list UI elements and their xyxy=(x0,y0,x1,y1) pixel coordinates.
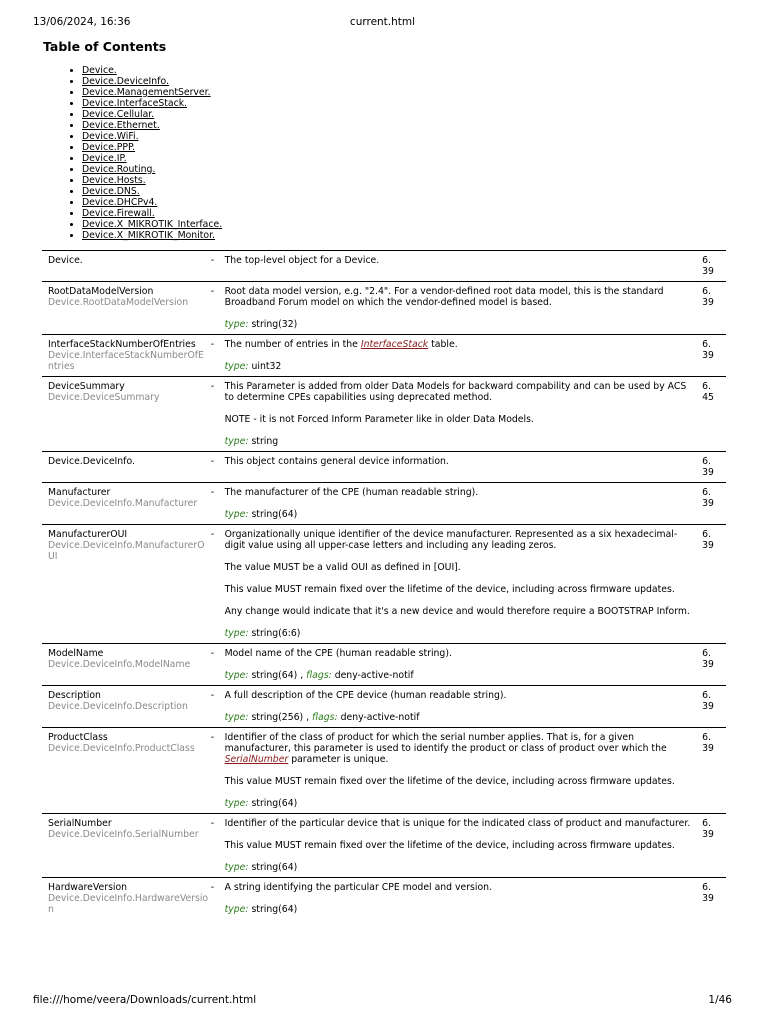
param-name-cell xyxy=(42,377,209,452)
dash-cell: - xyxy=(210,456,215,467)
flags-value: deny-active-notif xyxy=(334,670,414,681)
type-label: type: xyxy=(224,436,249,447)
dash-cell: - xyxy=(210,339,215,350)
dash-cell: - xyxy=(210,648,215,659)
toc-link-dhcpv4[interactable]: Device.DHCPv4. xyxy=(82,197,158,208)
type-line xyxy=(225,436,693,447)
version: 6.39 xyxy=(702,286,714,308)
param-description xyxy=(225,483,703,525)
toc-link-firewall[interactable]: Device.Firewall. xyxy=(82,208,155,219)
version-cell xyxy=(702,686,726,728)
dash-cell: - xyxy=(210,690,215,701)
type-label: type: xyxy=(224,319,249,330)
dash-cell: - xyxy=(210,529,215,540)
toc-item xyxy=(82,109,222,120)
dash-cell: - xyxy=(210,732,215,743)
version-cell xyxy=(702,525,726,644)
param-path: Device.DeviceInfo.Description xyxy=(48,701,188,712)
type-line xyxy=(225,509,693,520)
toc-item xyxy=(82,142,222,153)
type-label: type: xyxy=(224,361,249,372)
toc-list xyxy=(67,65,222,241)
toc-item xyxy=(82,164,222,175)
separator: , xyxy=(303,712,313,723)
param-name-cell xyxy=(42,814,209,878)
description-text: A string identifying the particular CPE model and version. xyxy=(224,882,493,893)
description-text: The manufacturer of the CPE (human readable string). xyxy=(224,487,479,498)
version: 6.39 xyxy=(702,529,714,551)
toc-item xyxy=(82,65,222,76)
table-row xyxy=(42,377,726,452)
toc-link-mikrotik-monitor[interactable]: Device.X_MIKROTIK_Monitor. xyxy=(82,230,216,241)
param-name-cell xyxy=(42,644,209,686)
type-value: string(64) xyxy=(251,798,298,809)
toc-link-managementserver[interactable]: Device.ManagementServer. xyxy=(82,87,211,98)
param-name: Description xyxy=(48,690,101,701)
version: 6.39 xyxy=(702,487,714,509)
type-line xyxy=(225,319,693,330)
table-row xyxy=(42,335,726,377)
description-text xyxy=(225,732,693,765)
version: 6.39 xyxy=(702,818,714,840)
param-description xyxy=(225,525,703,644)
type-value: uint32 xyxy=(251,361,282,372)
param-description xyxy=(225,686,703,728)
param-description xyxy=(225,251,703,282)
type-label: type: xyxy=(224,628,249,639)
toc-link-dns[interactable]: Device.DNS. xyxy=(82,186,140,197)
param-path: Device.DeviceInfo.HardwareVersion xyxy=(48,893,209,915)
param-name: Manufacturer xyxy=(48,487,111,498)
toc-item xyxy=(82,131,222,142)
version-cell xyxy=(702,377,726,452)
param-name: ManufacturerOUI xyxy=(48,529,128,540)
type-value: string(256) xyxy=(251,712,304,723)
version: 6.39 xyxy=(702,690,714,712)
type-value: string(64) xyxy=(251,670,298,681)
param-name-cell xyxy=(42,728,209,814)
toc-link-ip[interactable]: Device.IP. xyxy=(82,153,127,164)
separator: , xyxy=(297,670,307,681)
description-text: This Parameter is added from older Data Models for backward compability and can be used by ACS to determine CPEs capabilities using deprecated method. xyxy=(224,381,687,403)
flags-label: flags: xyxy=(312,712,338,723)
toc-link-interfacestack[interactable]: Device.InterfaceStack. xyxy=(82,98,188,109)
table-row xyxy=(42,525,726,644)
print-title: current.html xyxy=(349,16,416,28)
description-text: This value MUST remain fixed over the lifetime of the device, including across firmware updates. xyxy=(224,584,675,595)
description-text: Identifier of the particular device that is unique for the indicated class of product and manufacturer. xyxy=(224,818,691,829)
param-name-cell xyxy=(42,878,209,920)
toc-item xyxy=(82,230,222,241)
toc-link-wifi[interactable]: Device.WiFi. xyxy=(82,131,139,142)
toc-item xyxy=(82,197,222,208)
version: 6.39 xyxy=(702,732,714,754)
description-text-part: The number of entries in the xyxy=(224,339,361,350)
description-text: This value MUST remain fixed over the lifetime of the device, including across firmware updates. xyxy=(224,840,675,851)
param-name-cell xyxy=(42,452,209,483)
type-value: string xyxy=(251,436,279,447)
print-header xyxy=(33,16,732,30)
param-name-cell xyxy=(42,335,209,377)
version-cell xyxy=(702,878,726,920)
type-value: string(6:6) xyxy=(251,628,301,639)
toc-item xyxy=(82,186,222,197)
type-label: type: xyxy=(224,712,249,723)
param-path: Device.DeviceInfo.ProductClass xyxy=(48,743,195,754)
toc-link-device[interactable]: Device. xyxy=(82,65,117,76)
description-text-part: Identifier of the class of product for which the serial number applies. That is, for a given manufacturer, this parameter is used to identify the product or class of product over which the xyxy=(224,732,667,754)
param-name-cell xyxy=(42,251,209,282)
description-text: The value MUST be a valid OUI as defined in [OUI]. xyxy=(224,562,461,573)
version: 6.39 xyxy=(702,456,714,478)
toc-item xyxy=(82,76,222,87)
param-name-cell xyxy=(42,525,209,644)
param-name: SerialNumber xyxy=(48,818,112,829)
version-cell xyxy=(702,728,726,814)
dash-cell: - xyxy=(210,255,215,266)
type-line xyxy=(225,361,693,372)
version: 6.39 xyxy=(702,882,714,904)
param-name: ProductClass xyxy=(48,732,108,743)
type-line xyxy=(225,712,693,723)
param-description xyxy=(225,878,703,920)
type-label: type: xyxy=(224,670,249,681)
dash-cell: - xyxy=(210,381,215,392)
toc-link-deviceinfo[interactable]: Device.DeviceInfo. xyxy=(82,76,169,87)
param-name: HardwareVersion xyxy=(48,882,128,893)
version: 6.39 xyxy=(702,339,714,361)
dash-cell: - xyxy=(210,286,215,297)
param-description xyxy=(225,335,703,377)
table-row xyxy=(42,686,726,728)
param-description xyxy=(225,814,703,878)
toc-title: Table of Contents xyxy=(43,39,167,54)
parameter-table xyxy=(42,250,726,919)
description-note: NOTE - it is not Forced Inform Parameter like in older Data Models. xyxy=(224,414,534,425)
type-value: string(64) xyxy=(251,862,298,873)
toc-item xyxy=(82,208,222,219)
description-text xyxy=(225,339,693,350)
version: 6.39 xyxy=(702,255,714,277)
type-label: type: xyxy=(224,798,249,809)
param-path: Device.InterfaceStackNumberOfEntries xyxy=(48,350,204,372)
param-name-cell xyxy=(42,483,209,525)
toc-link-hosts[interactable]: Device.Hosts. xyxy=(82,175,146,186)
param-name: DeviceSummary xyxy=(48,381,125,392)
param-path: Device.RootDataModelVersion xyxy=(48,297,189,308)
table-row xyxy=(42,728,726,814)
description-text: Any change would indicate that it's a new device and would therefore require a BOOTSTRAP Inform. xyxy=(224,606,690,617)
param-name: Device.DeviceInfo. xyxy=(48,456,135,467)
param-description xyxy=(225,728,703,814)
toc-item xyxy=(82,153,222,164)
print-footer xyxy=(33,994,732,1008)
toc-link-ppp[interactable]: Device.PPP. xyxy=(82,142,136,153)
param-path: Device.DeviceSummary xyxy=(48,392,160,403)
table-row xyxy=(42,483,726,525)
table-row xyxy=(42,878,726,920)
type-label: type: xyxy=(224,904,249,915)
table-row xyxy=(42,644,726,686)
param-path: Device.DeviceInfo.ModelName xyxy=(48,659,191,670)
description-text: Model name of the CPE (human readable string). xyxy=(224,648,452,659)
version-cell xyxy=(702,251,726,282)
version: 6.39 xyxy=(702,648,714,670)
param-description xyxy=(225,644,703,686)
toc-link-routing[interactable]: Device.Routing. xyxy=(82,164,156,175)
param-name: Device. xyxy=(48,255,83,266)
dash-cell: - xyxy=(210,487,215,498)
toc-link-ethernet[interactable]: Device.Ethernet. xyxy=(82,120,160,131)
table-row xyxy=(42,452,726,483)
type-label: type: xyxy=(224,862,249,873)
type-line xyxy=(225,862,693,873)
version: 6.45 xyxy=(702,381,714,403)
param-description xyxy=(225,377,703,452)
version-cell xyxy=(702,644,726,686)
version-cell xyxy=(702,483,726,525)
toc-item xyxy=(82,120,222,131)
interfacestack-link[interactable]: InterfaceStack xyxy=(360,339,429,350)
param-path: Device.DeviceInfo.SerialNumber xyxy=(48,829,199,840)
param-name-cell xyxy=(42,686,209,728)
table-row xyxy=(42,251,726,282)
description-text: The top-level object for a Device. xyxy=(224,255,380,266)
param-name: ModelName xyxy=(48,648,104,659)
description-text-part: table. xyxy=(428,339,458,350)
table-row xyxy=(42,814,726,878)
type-value: string(32) xyxy=(251,319,298,330)
page-number: 1/46 xyxy=(708,994,732,1006)
description-text: A full description of the CPE device (human readable string). xyxy=(224,690,507,701)
version-cell xyxy=(702,282,726,335)
param-path: Device.DeviceInfo.ManufacturerOUI xyxy=(48,540,205,562)
description-text: Organizationally unique identifier of the device manufacturer. Represented as a six hexadecimal-digit value using all upper-case letters and including any leading zeros. xyxy=(224,529,678,551)
dash-cell: - xyxy=(210,882,215,893)
version-cell xyxy=(702,335,726,377)
version-cell xyxy=(702,814,726,878)
toc-link-mikrotik-interface[interactable]: Device.X_MIKROTIK_Interface. xyxy=(82,219,223,230)
version-cell xyxy=(702,452,726,483)
type-value: string(64) xyxy=(251,904,298,915)
param-description xyxy=(225,282,703,335)
toc-item xyxy=(82,87,222,98)
toc-item xyxy=(82,98,222,109)
serialnumber-link[interactable]: SerialNumber xyxy=(224,754,289,765)
print-date: 13/06/2024, 16:36 xyxy=(33,16,131,28)
description-text: Root data model version, e.g. "2.4". For a vendor-defined root data model, this is the standard Broadband Forum model on which the vendor-defined model is based. xyxy=(224,286,664,308)
dash-cell: - xyxy=(210,818,215,829)
toc-item xyxy=(82,219,222,230)
print-url: file:///home/veera/Downloads/current.html xyxy=(33,994,257,1006)
param-path: Device.DeviceInfo.Manufacturer xyxy=(48,498,198,509)
toc-link-cellular[interactable]: Device.Cellular. xyxy=(82,109,155,120)
flags-label: flags: xyxy=(306,670,332,681)
type-label: type: xyxy=(224,509,249,520)
type-line xyxy=(225,904,693,915)
type-line xyxy=(225,670,693,681)
param-name: InterfaceStackNumberOfEntries xyxy=(48,339,196,350)
param-name-cell xyxy=(42,282,209,335)
flags-value: deny-active-notif xyxy=(340,712,420,723)
param-name: RootDataModelVersion xyxy=(48,286,154,297)
description-text-part: parameter is unique. xyxy=(288,754,389,765)
type-line xyxy=(225,798,693,809)
table-row xyxy=(42,282,726,335)
type-line xyxy=(225,628,693,639)
description-text: This value MUST remain fixed over the lifetime of the device, including across firmware updates. xyxy=(224,776,675,787)
param-description xyxy=(225,452,703,483)
toc-item xyxy=(82,175,222,186)
type-value: string(64) xyxy=(251,509,298,520)
description-text: This object contains general device information. xyxy=(224,456,449,467)
